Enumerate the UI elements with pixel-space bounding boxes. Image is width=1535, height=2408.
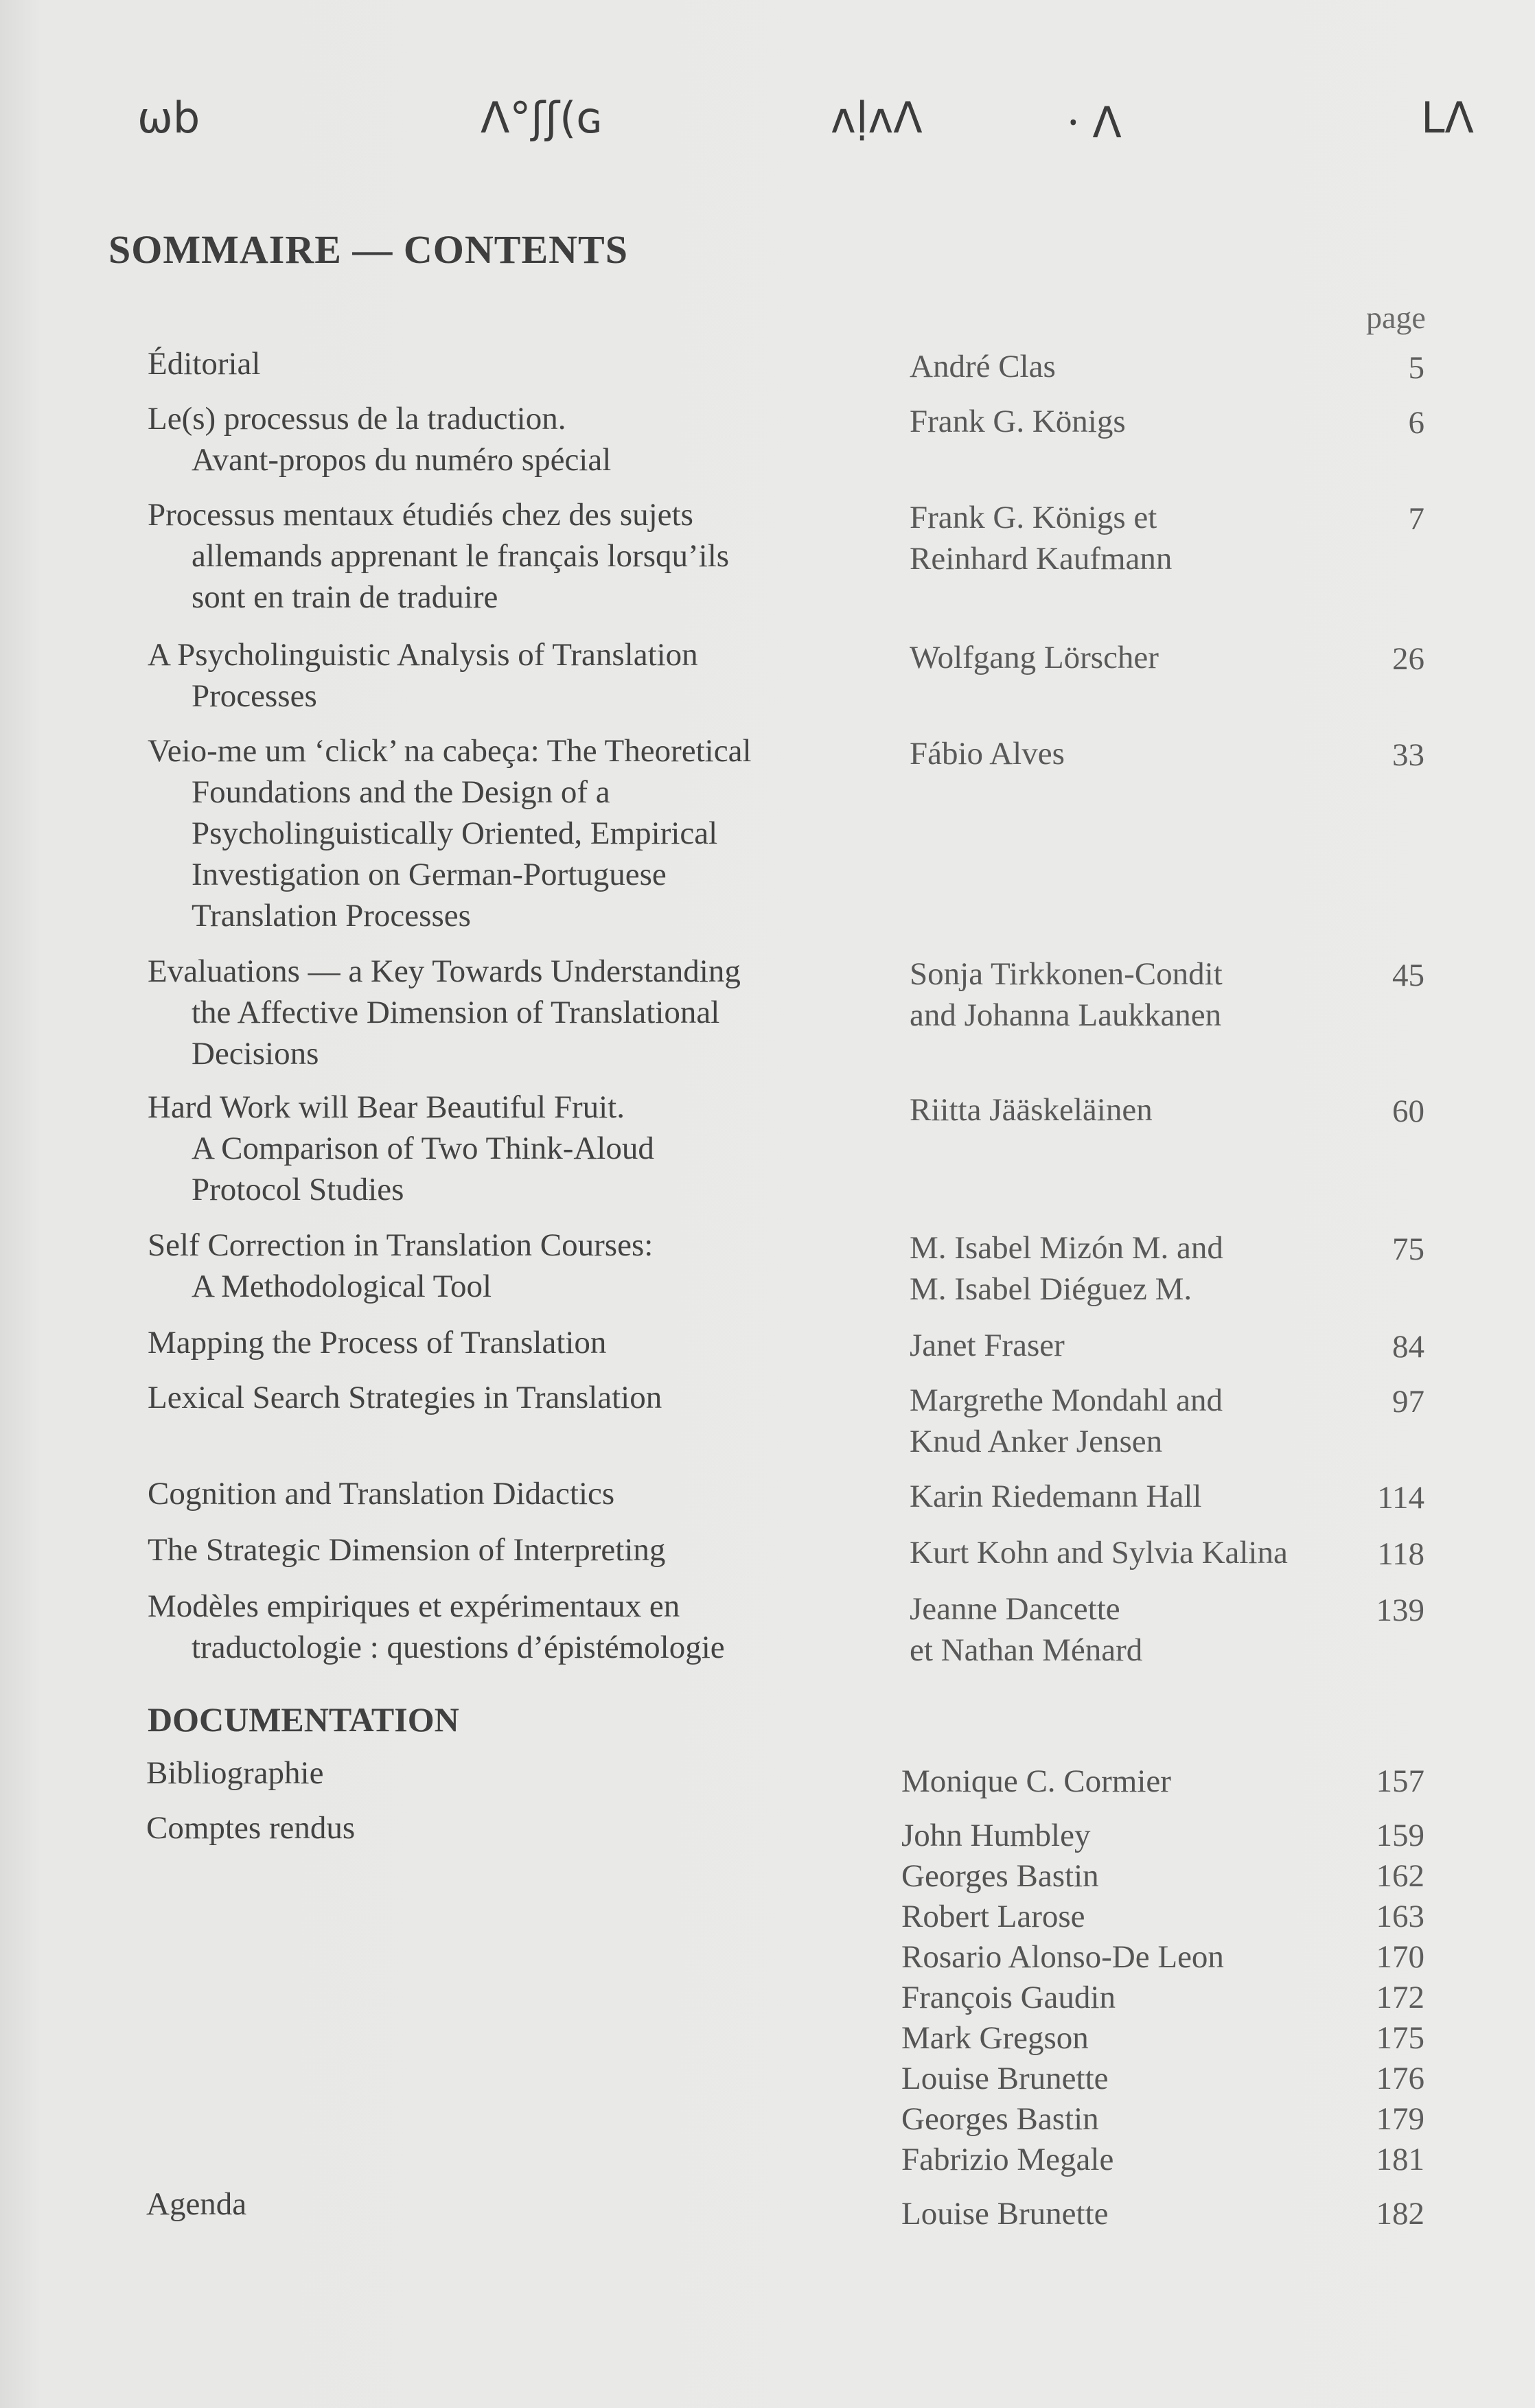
entry-page: 97 (1392, 1384, 1424, 1420)
page-column-header: page (1366, 300, 1426, 335)
entry-author: Jeanne Dancette et Nathan Ménard (910, 1591, 1143, 1668)
entry-page: 26 (1392, 641, 1424, 677)
entry-title: Éditorial (148, 346, 261, 382)
entry-page: 179 (1376, 2101, 1424, 2137)
entry-title: Hard Work will Bear Beautiful Fruit. A Comparison of Two Think-Aloud Protocol Studies (148, 1089, 654, 1207)
entry-author: Riitta Jääskeläinen (910, 1092, 1153, 1128)
entry-author: Margrethe Mondahl and Knud Anker Jensen (910, 1382, 1223, 1459)
entry-page: 170 (1376, 1939, 1424, 1975)
entry-page: 176 (1376, 2061, 1424, 2096)
handwritten-note: Λ°ʃʃ(ɢ (481, 93, 603, 143)
entry-author: Wolfgang Lörscher (910, 640, 1159, 675)
entry-page: 157 (1376, 1763, 1424, 1799)
entry-author: Louise Brunette (901, 2061, 1109, 2096)
entry-author: Georges Bastin (901, 1858, 1099, 1894)
entry-page: 6 (1408, 405, 1424, 441)
entry-title: Mapping the Process of Translation (148, 1325, 607, 1361)
entry-page: 163 (1376, 1899, 1424, 1934)
entry-author: François Gaudin (901, 1980, 1116, 2015)
entry-page: 84 (1392, 1329, 1424, 1365)
handwritten-annotations (0, 93, 1535, 154)
entry-page: 172 (1376, 1980, 1424, 2015)
entry-author: Robert Larose (901, 1899, 1085, 1934)
entry-page: 159 (1376, 1818, 1424, 1853)
entry-title: Le(s) processus de la traduction. Avant-propos du numéro spécial (148, 401, 612, 478)
entry-title: Processus mentaux étudiés chez des sujets allemands apprenant le français lorsqu’ils sont en train de traduire (148, 497, 730, 615)
entry-title: Veio-me um ‘click’ na cabeça: The Theoretical Foundations and the Design of a Psycholinguistically Oriented, Empirical Investigation on German-Portuguese Translation Processes (148, 733, 752, 934)
entry-author: André Clas (910, 349, 1056, 384)
entry-title: Modèles empiriques et expérimentaux en traductologie : questions d’épistémologie (148, 1588, 725, 1665)
bibliographie-label: Bibliographie (146, 1755, 324, 1791)
entry-author: Mark Gregson (901, 2020, 1089, 2056)
handwritten-note: LΛ (1421, 93, 1474, 143)
entry-page: 75 (1392, 1231, 1424, 1267)
entry-author: Janet Fraser (910, 1328, 1065, 1363)
handwritten-note: ⸱ Λ (1067, 97, 1122, 148)
entry-page: 139 (1376, 1593, 1424, 1628)
entry-title: Evaluations — a Key Towards Understanding the Affective Dimension of Translational Decisions (148, 953, 741, 1072)
entry-author: Sonja Tirkkonen-Condit and Johanna Laukkanen (910, 956, 1223, 1033)
entry-page: 7 (1408, 501, 1424, 537)
entry-author: M. Isabel Mizón M. and M. Isabel Diéguez M. (910, 1230, 1223, 1307)
entry-page: 5 (1408, 350, 1424, 386)
entry-page: 33 (1392, 737, 1424, 773)
entry-page: 45 (1392, 958, 1424, 993)
entry-title: A Psycholinguistic Analysis of Translation Processes (148, 637, 698, 714)
entry-author: John Humbley (901, 1818, 1091, 1853)
entry-page: 181 (1376, 2142, 1424, 2177)
entry-author: Georges Bastin (901, 2101, 1099, 2137)
entry-author: Fabrizio Megale (901, 2142, 1114, 2177)
entry-author: Karin Riedemann Hall (910, 1479, 1202, 1514)
documentation-heading: DOCUMENTATION (148, 1700, 459, 1739)
entry-page: 60 (1392, 1093, 1424, 1129)
entry-page: 114 (1377, 1480, 1424, 1516)
entry-author: Louise Brunette (901, 2196, 1109, 2232)
entry-author: Rosario Alonso-De Leon (901, 1939, 1224, 1975)
entry-title: The Strategic Dimension of Interpreting (148, 1532, 666, 1568)
handwritten-note: ʌḷʌΛ (831, 93, 923, 143)
entry-title: Cognition and Translation Didactics (148, 1476, 615, 1512)
entry-page: 162 (1376, 1858, 1424, 1894)
entry-page: 118 (1377, 1536, 1424, 1572)
handwritten-note: ωb (137, 93, 200, 143)
entry-author: Kurt Kohn and Sylvia Kalina (910, 1535, 1288, 1571)
entry-page: 175 (1376, 2020, 1424, 2056)
page-title: SOMMAIRE — CONTENTS (108, 227, 628, 272)
entry-page: 182 (1376, 2196, 1424, 2232)
entry-author: Monique C. Cormier (901, 1763, 1171, 1799)
entry-author: Fábio Alves (910, 736, 1065, 772)
comptes-rendus-label: Comptes rendus (146, 1810, 356, 1846)
agenda-label: Agenda (146, 2186, 247, 2222)
entry-title: Lexical Search Strategies in Translation (148, 1380, 662, 1415)
entry-author: Frank G. Königs (910, 404, 1126, 439)
entry-author: Frank G. Königs et Reinhard Kaufmann (910, 500, 1173, 577)
entry-title: Self Correction in Translation Courses: A Methodological Tool (148, 1227, 654, 1304)
